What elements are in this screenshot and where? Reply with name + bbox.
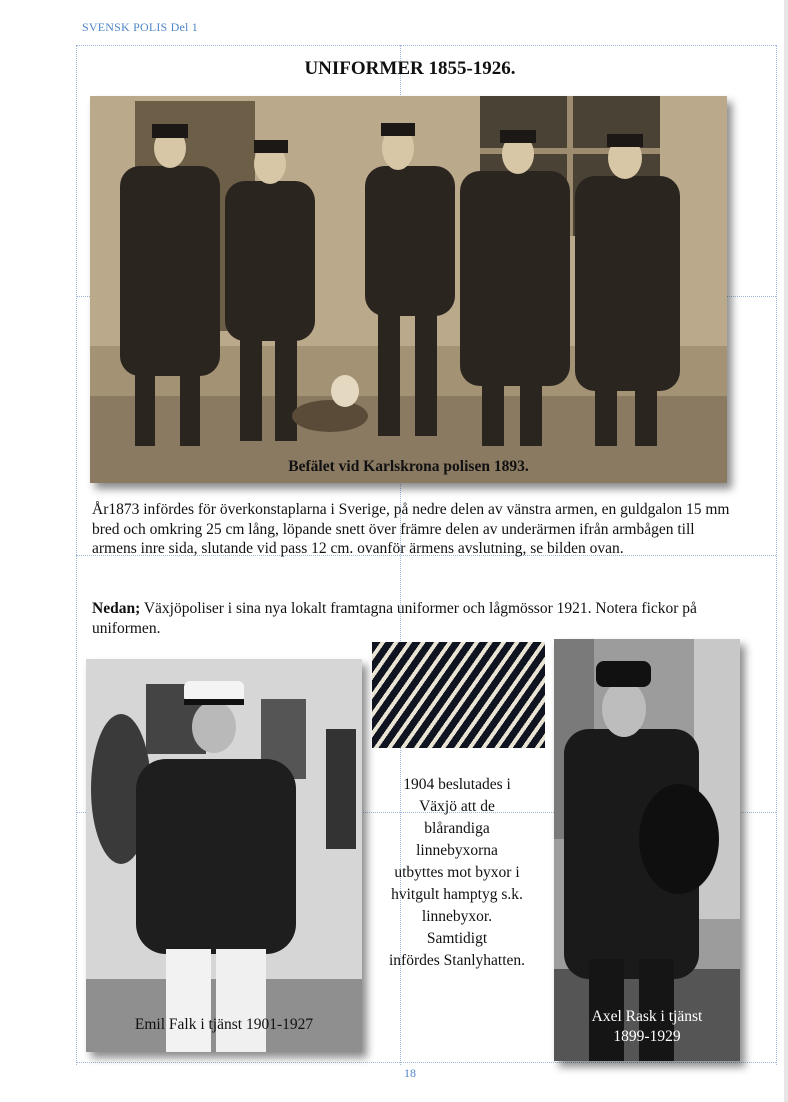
paragraph-body: Växjöpoliser i sina nya lokalt framtagna uniformer och lågmössor 1921. Notera fickor på uniformen. xyxy=(92,600,697,637)
group-photo-caption: Befälet vid Karlskrona polisen 1893. xyxy=(288,458,529,475)
trousers-text-line: hvitgult hamptyg s.k. xyxy=(391,886,523,903)
group-photo-illustration xyxy=(90,96,727,483)
layout-guide xyxy=(776,45,777,1065)
striped-fabric-swatch xyxy=(372,642,545,748)
trousers-text-line: 1904 beslutades i xyxy=(403,776,511,793)
trousers-text-line: linnebyxorna xyxy=(416,842,498,859)
paragraph-galon: År1873 infördes för överkonstaplarna i Sverige, på nedre delen av vänstra armen, en guldgalon 15 mm bred och omkring 25 cm lång, löpande snett över främre delen av underärmen ifrån armbågen till armens inre sida, slutande vid pass 12 cm. ovanför ärmens avslutning, se bilden ovan. xyxy=(92,501,730,557)
axel-rask-photo xyxy=(554,639,740,1061)
group-photo xyxy=(90,96,727,483)
layout-guide xyxy=(76,1062,776,1063)
page-number: 18 xyxy=(404,1066,416,1080)
emil-falk-photo xyxy=(86,659,362,1052)
paragraph-vaxjo xyxy=(92,599,732,638)
page-edge xyxy=(784,0,788,1102)
trousers-text-line: infördes Stanlyhatten. xyxy=(388,952,526,969)
axel-rask-caption xyxy=(554,1007,740,1047)
emil-falk-illustration xyxy=(86,659,362,1052)
emil-falk-caption: Emil Falk i tjänst 1901-1927 xyxy=(134,1016,314,1033)
axel-rask-illustration xyxy=(554,639,740,1061)
axel-rask-caption-line: 1899-1929 xyxy=(613,1028,681,1045)
axel-rask-caption-line: Axel Rask i tjänst xyxy=(591,1008,703,1025)
trousers-text-line: linnebyxor. xyxy=(421,908,493,925)
paragraph-lead: Nedan; xyxy=(92,600,141,617)
trousers-text-line: Samtidigt xyxy=(426,930,488,947)
trousers-text-line: Växjö att de xyxy=(419,798,495,815)
running-header: SVENSK POLIS Del 1 xyxy=(82,20,198,34)
layout-guide xyxy=(76,45,776,46)
trousers-text-line: utbyttes mot byxor i xyxy=(394,864,520,881)
trousers-text-line: blårandiga xyxy=(424,820,490,837)
page-title: UNIFORMER 1855-1926. xyxy=(304,58,516,79)
trousers-text xyxy=(372,774,542,972)
